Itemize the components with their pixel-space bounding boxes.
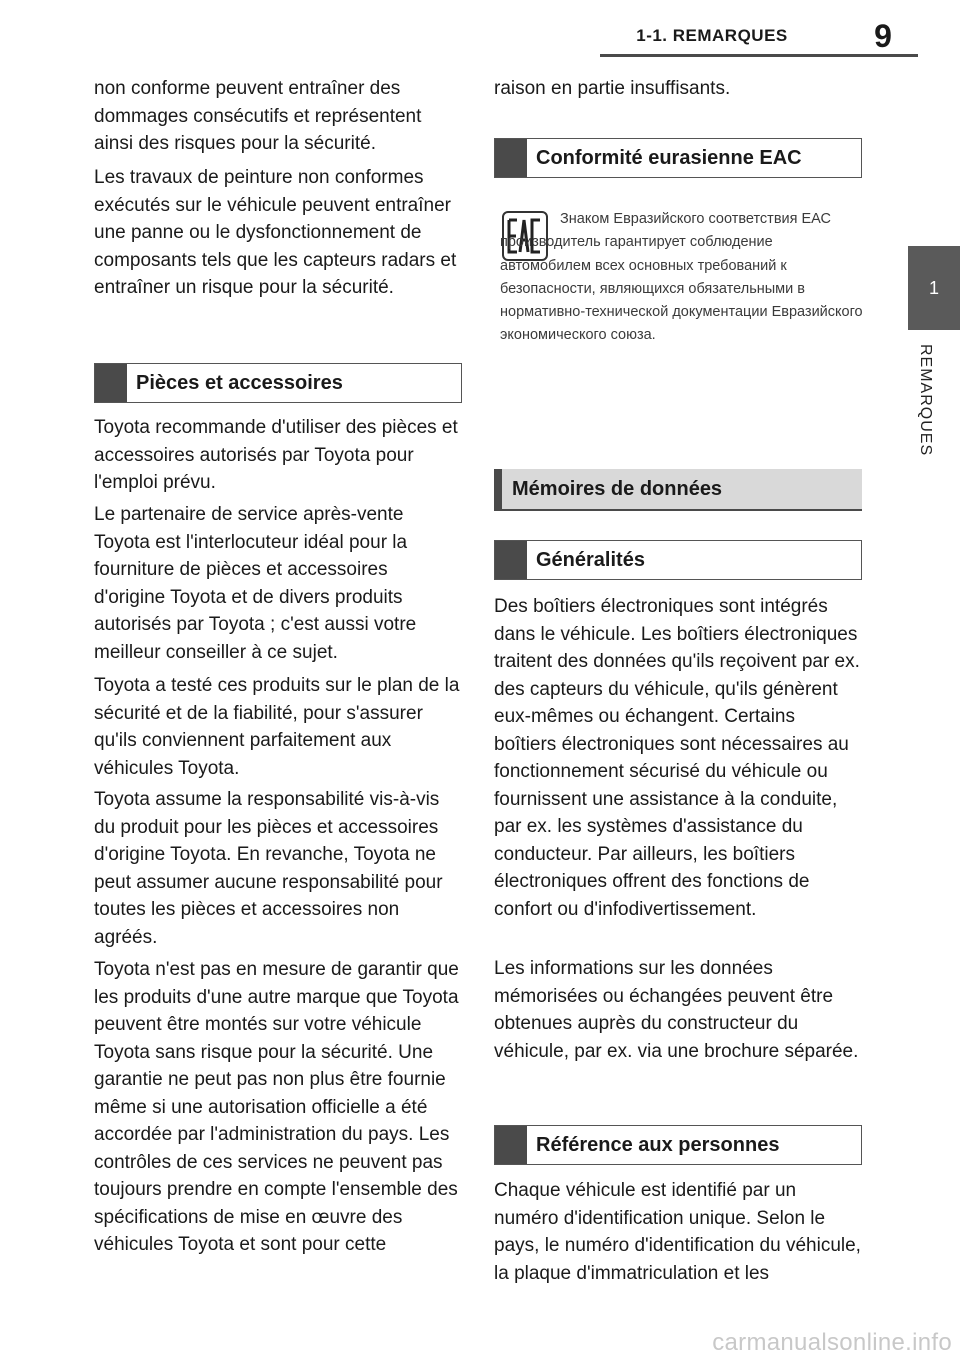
pieces-paragraph-4: Toyota assume la responsabilité vis-à-vis du produit pour les pièces et accessoires d'origine Toyota. En revanche, Toyota ne peut assumer aucune responsabilité pour toutes les pièces et accessoires non agréés. <box>94 789 443 948</box>
section-header-memoires <box>494 469 862 511</box>
section-title-memoires: Mémoires de données <box>512 477 723 500</box>
chapter-number: 1 <box>928 277 939 298</box>
pieces-paragraph-5: Toyota n'est pas en mesure de garantir que les produits d'une autre marque que Toyota peuvent être montés sur votre véhicule Toyota sans risque pour la sécurité. Une garantie ne peut pas non plus être fournie même si une autorisation officielle a été accordée par l'administration du pays. Les contrôles de ces services ne peuvent pas toujours prendre en compte l'ensemble des spécifications de mise en œuvre des véhicules Toyota et sont pour cette <box>94 959 459 1255</box>
chapter-tab <box>908 246 960 330</box>
watermark: carmanualsonline.info <box>712 1329 952 1356</box>
generalites-paragraph-1: Des boîtiers électroniques sont intégrés dans le véhicule. Les boîtiers électroniques traitent des données qu'ils reçoivent par ex. des capteurs du véhicule, qu'ils génèrent eux-mêmes ou échangent. Certains boîtiers électroniques sont nécessaires au fonctionnement sécurisé du véhicule ou fournissent une assistance à la conduite, par ex. les systèmes d'assistance du conducteur. Par ailleurs, les boîtiers électroniques offrent des fonctions de confort ou d'infodivertissement. <box>494 596 860 920</box>
section-header-bar <box>495 1126 527 1164</box>
section-header-bar <box>495 139 527 177</box>
page-number: 9 <box>874 18 892 54</box>
intro-paragraph-2: Les travaux de peinture non conformes exécutés sur le véhicule peuvent entraîner une panne ou le dysfonctionnement de composants tels que les capteurs radars et entraîner un risque pour la sécurité. <box>94 167 457 298</box>
eac-russian-text: Знаком Евразийского соответствия ЕАС производитель гарантирует соблюдение автомобилем всех основных требований к безопасности, являющихся обязательными в нормативно-технической документации Евразийского экономического союза. <box>500 211 863 344</box>
section-header-bar <box>495 541 527 579</box>
section-title-eac: Conformité eurasienne EAC <box>536 146 802 169</box>
section-title-pieces: Pièces et accessoires <box>136 371 343 394</box>
pieces-paragraph-1: Toyota recommande d'utiliser des pièces et accessoires autorisés par Toyota pour l'emploi prévu. <box>94 417 458 493</box>
chapter-tab-label: REMARQUES <box>917 344 934 457</box>
section-header-generalites <box>494 540 862 580</box>
section-header-pieces <box>94 363 462 403</box>
section-header-bar <box>95 364 127 402</box>
continuation-paragraph: raison en partie insuffisants. <box>494 78 731 99</box>
reference-paragraph: Chaque véhicule est identifié par un numéro d'identification unique. Selon le pays, le numéro d'identification du véhicule, la plaque d'immatriculation et les <box>494 1180 861 1284</box>
main-header-bar <box>494 469 502 509</box>
intro-paragraph-1: non conforme peuvent entraîner des dommages consécutifs et représentent ainsi des risques pour la sécurité. <box>94 78 422 154</box>
generalites-paragraph-2: Les informations sur les données mémorisées ou échangées peuvent être obtenues auprès du constructeur du véhicule, par ex. via une brochure séparée. <box>494 958 859 1062</box>
section-header-eac <box>494 138 862 178</box>
pieces-paragraph-3: Toyota a testé ces produits sur le plan de la sécurité et de la fiabilité, pour s'assurer qu'ils conviennent parfaitement aux véhicules Toyota. <box>94 675 460 779</box>
section-title-reference: Référence aux personnes <box>536 1133 780 1156</box>
pieces-paragraph-2: Le partenaire de service après-vente Toyota est l'interlocuteur idéal pour la fourniture de pièces et accessoires d'origine Toyota et de divers produits autorisés par Toyota ; c'est aussi votre meilleur conseiller à ce sujet. <box>94 504 417 663</box>
section-title: 1-1. REMARQUES <box>636 26 788 45</box>
header-rule <box>600 54 918 57</box>
section-title-generalites: Généralités <box>536 548 645 571</box>
section-header-reference <box>494 1125 862 1165</box>
